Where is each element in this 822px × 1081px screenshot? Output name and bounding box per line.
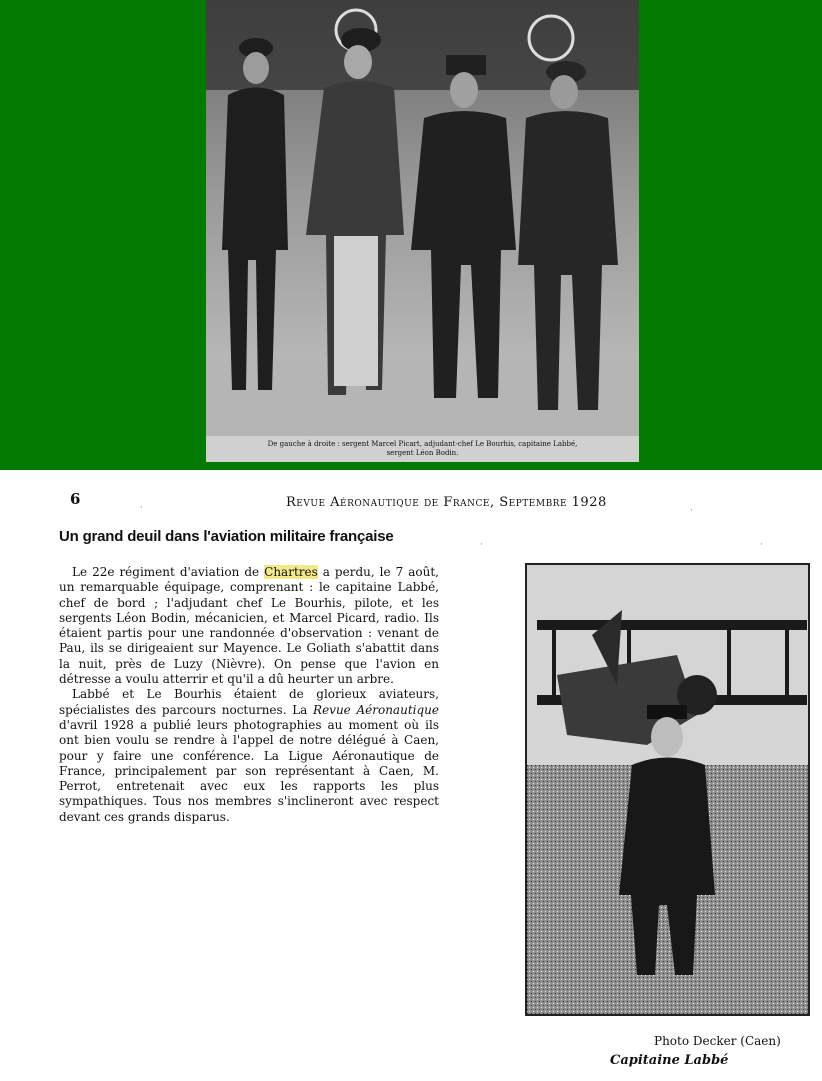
captain-photo-image (527, 565, 808, 1014)
print-speck: · (760, 540, 763, 550)
p1-text-start: Le 22e régiment d'aviation de (72, 565, 265, 579)
photo-caption: Capitaine Labbé (610, 1053, 729, 1068)
group-photo-caption-line2: sergent Léon Bodin. (386, 449, 459, 457)
article-body (59, 565, 439, 825)
highlighted-word: Chartres (264, 565, 318, 579)
running-head: Revue Aéronautique de France, Septembre 1928 (286, 495, 607, 510)
article-paragraph-1 (59, 565, 439, 687)
captain-photo (525, 563, 810, 1016)
group-photo-image (206, 0, 639, 436)
photo-credit: Photo Decker (Caen) (654, 1034, 781, 1048)
p1-text-end: a perdu, le 7 août, un remarquable équipage, comprenant : le capitaine Labbé, chef de bord ; l'adjudant chef Le Bourhis, pilote, et les sergents Léon Bodin, mécanicien, et Marcel Picard, radio. Ils étaient partis pour une randonnée d'observation : venant de Pau, ils se dirigeaient sur Mayence. Le Goliath s'abattit dans la nuit, près de Luzy (Nièvre). On pense que l'avion en détresse a voulu atterrir et qu'il a dû heurter un arbre. (59, 565, 439, 687)
p2-text-start: Labbé et Le Bourhis étaient de glorieux aviateurs, spécialistes des parcours nocturnes. La (59, 687, 439, 717)
p2-italic-title: Revue Aéronautique (313, 702, 439, 717)
article-headline: Un grand deuil dans l'aviation militaire française (59, 528, 394, 545)
page-number: 6 (70, 490, 81, 508)
article-paragraph-2 (59, 687, 439, 825)
print-speck: · (690, 506, 693, 516)
group-photo-caption (206, 436, 639, 462)
group-photo-caption-line1: De gauche à droite : sergent Marcel Picart, adjudant-chef Le Bourhis, capitaine Labbé, (267, 440, 578, 448)
group-photo (206, 0, 639, 462)
print-speck: · (480, 540, 483, 550)
print-speck: · (140, 503, 143, 513)
p2-text-end: d'avril 1928 a publié leurs photographies au moment où ils ont bien voulu se rendre à l'appel de notre délégué à Caen, pour y faire une conférence. La Ligue Aéronautique de France, principalement par son représentant à Caen, M. Perrot, entretenait avec eux les rapports les plus sympathiques. Tous nos membres s'inclineront avec respect devant ces grands disparus. (59, 717, 439, 824)
